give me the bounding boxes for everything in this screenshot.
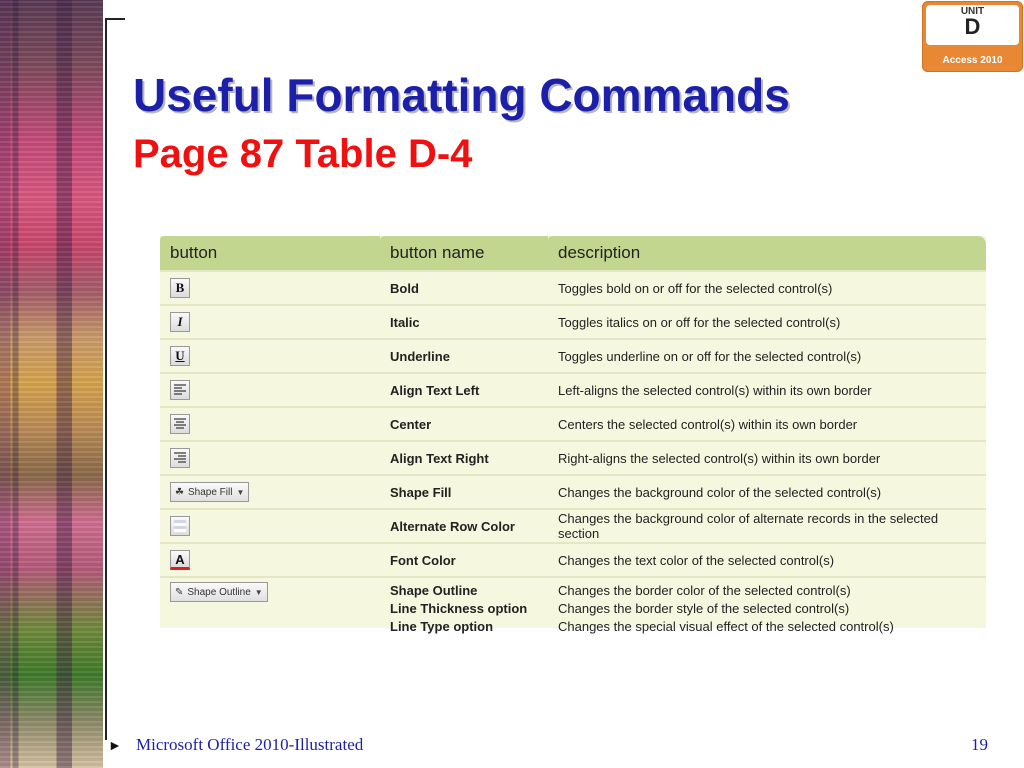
unit-badge bbox=[922, 1, 1023, 72]
align-right-icon bbox=[170, 448, 190, 468]
footer-text: Microsoft Office 2010-Illustrated bbox=[136, 735, 364, 754]
paint-bucket-icon: ☘ bbox=[175, 486, 184, 498]
slide-subtitle: Page 87 Table D-4 bbox=[133, 132, 473, 176]
table-row bbox=[160, 305, 986, 339]
button-description: Right-aligns the selected control(s) within its own border bbox=[548, 441, 986, 475]
unit-letter: D bbox=[964, 14, 981, 39]
button-description: Left-aligns the selected control(s) within its own border bbox=[548, 373, 986, 407]
shape-fill-label: Shape Fill bbox=[187, 486, 233, 498]
button-name: Shape Outline bbox=[390, 583, 478, 598]
table-row bbox=[160, 407, 986, 441]
button-name: Bold bbox=[380, 271, 548, 305]
button-description: Toggles underline on or off for the selected control(s) bbox=[548, 339, 986, 373]
table-row bbox=[160, 271, 986, 305]
alternate-row-color-icon bbox=[170, 516, 190, 536]
align-center-icon bbox=[170, 414, 190, 434]
table-row bbox=[160, 543, 986, 577]
vertical-rule bbox=[105, 18, 107, 740]
table-row bbox=[160, 441, 986, 475]
corner-tick bbox=[105, 18, 125, 20]
table-row bbox=[160, 373, 986, 407]
button-description: Changes the border color of the selected control(s) bbox=[558, 583, 851, 598]
button-name: Line Thickness option bbox=[390, 601, 528, 616]
button-description: Centers the selected control(s) within its own border bbox=[548, 407, 986, 441]
button-name: Shape Fill bbox=[380, 475, 548, 509]
unit-label: UNIT bbox=[960, 6, 985, 17]
header-button-name: button name bbox=[380, 236, 548, 271]
align-left-icon bbox=[170, 380, 190, 400]
shape-fill-button-image bbox=[170, 482, 249, 502]
decorative-painting-strip bbox=[0, 0, 103, 768]
shape-outline-button-image bbox=[170, 582, 268, 602]
slide-title: Useful Formatting Commands bbox=[133, 69, 790, 121]
button-description: Toggles bold on or off for the selected control(s) bbox=[548, 271, 986, 305]
table-row bbox=[160, 475, 986, 509]
table-row bbox=[160, 577, 986, 642]
formatting-commands-table bbox=[160, 236, 986, 634]
button-description: Changes the special visual effect of the selected control(s) bbox=[558, 619, 894, 634]
font-color-icon: A bbox=[170, 550, 190, 570]
header-description: description bbox=[548, 236, 986, 271]
shape-outline-label: Shape Outline bbox=[187, 586, 251, 598]
button-description: Changes the background color of alternate records in the selected section bbox=[548, 509, 986, 543]
bold-icon: B bbox=[170, 278, 190, 298]
button-description: Changes the text color of the selected control(s) bbox=[548, 543, 986, 577]
button-name: Align Text Right bbox=[380, 441, 548, 475]
table-row bbox=[160, 339, 986, 373]
product-label: Access 2010 bbox=[942, 55, 1003, 66]
button-name: Align Text Left bbox=[380, 373, 548, 407]
button-name: Alternate Row Color bbox=[380, 509, 548, 543]
button-name: Font Color bbox=[380, 543, 548, 577]
table-header-row bbox=[160, 236, 986, 271]
button-name: Underline bbox=[380, 339, 548, 373]
button-name: Line Type option bbox=[390, 619, 494, 634]
button-description: Toggles italics on or off for the selected control(s) bbox=[548, 305, 986, 339]
unit-badge-panel bbox=[926, 5, 1019, 45]
button-description: Changes the border style of the selected control(s) bbox=[558, 601, 850, 616]
chevron-down-icon: ▼ bbox=[236, 487, 245, 497]
italic-icon: I bbox=[170, 312, 190, 332]
page-number: 19 bbox=[971, 735, 988, 754]
play-arrow-icon: ► bbox=[108, 737, 122, 753]
pencil-icon: ✎ bbox=[175, 586, 184, 598]
underline-icon: U bbox=[170, 346, 190, 366]
header-button: button bbox=[160, 236, 380, 271]
chevron-down-icon: ▼ bbox=[254, 587, 263, 597]
table-row bbox=[160, 509, 986, 543]
button-description: Changes the background color of the selected control(s) bbox=[548, 475, 986, 509]
button-name: Italic bbox=[380, 305, 548, 339]
button-name: Center bbox=[380, 407, 548, 441]
